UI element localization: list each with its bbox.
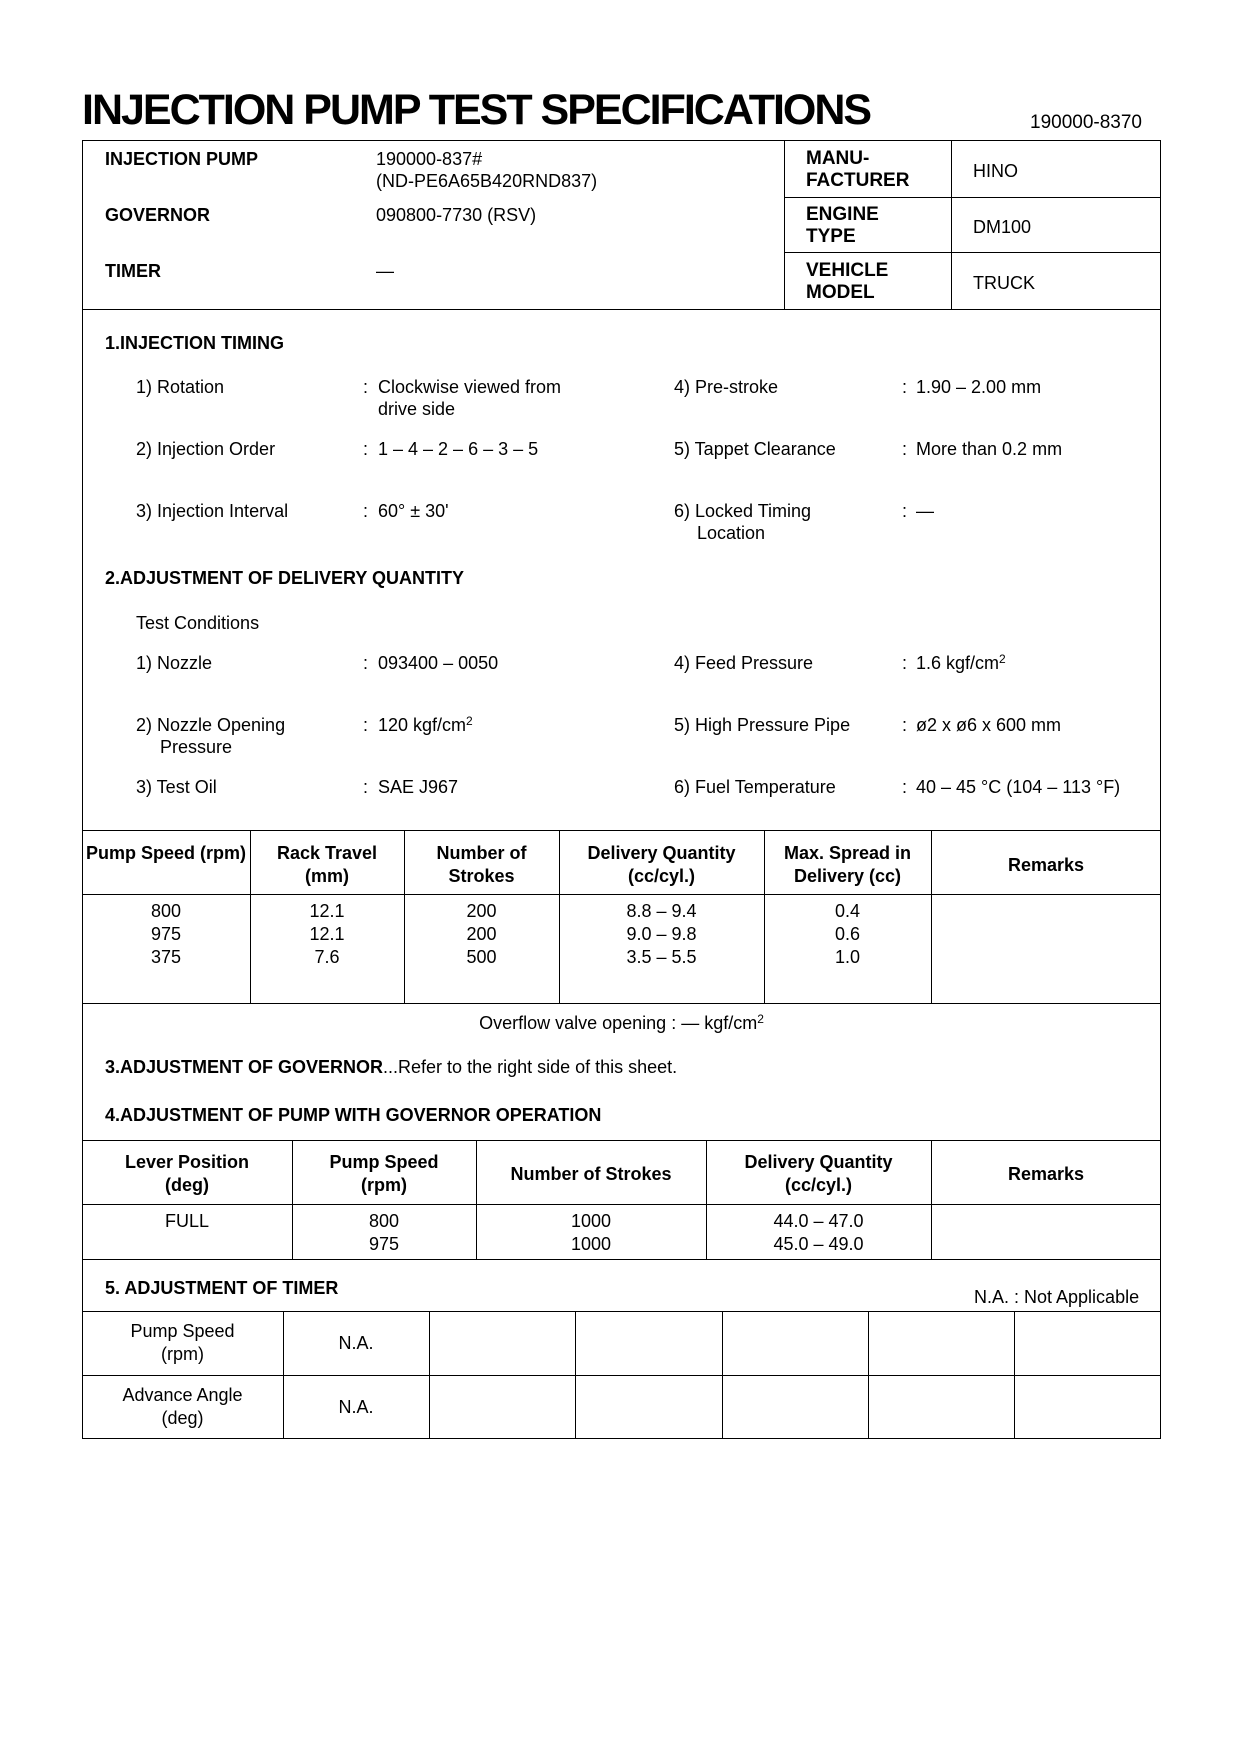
page-title: INJECTION PUMP TEST SPECIFICATIONS [82, 86, 871, 134]
column-header-lever-position: Lever Position [124, 1152, 250, 1172]
column-header-pump-speed: Pump Speed [329, 1152, 439, 1172]
table-column-divider [575, 1311, 576, 1439]
strokes-cell: 200 [466, 901, 497, 921]
lever-position-cell: FULL [164, 1211, 209, 1231]
engine-type-value: DM100 [973, 217, 1032, 237]
rotation-value: drive side [378, 399, 456, 419]
table-column-divider [429, 1311, 430, 1439]
governor-label: GOVERNOR [105, 205, 211, 225]
timer-row-label: Advance Angle [122, 1385, 243, 1405]
test-oil-label: 3) Test Oil [136, 777, 217, 797]
timer-row-value: N.A. [338, 1333, 374, 1353]
timer-table-top [82, 1311, 1161, 1312]
test-oil-value: SAE J967 [378, 777, 459, 797]
rotation-label: 1) Rotation [136, 377, 225, 397]
max-spread-cell: 1.0 [834, 947, 861, 967]
column-header-delivery-unit: (cc/cyl.) [627, 866, 696, 886]
fuel-temperature-value: 40 – 45 °C (104 – 113 °F) [916, 777, 1121, 797]
column-header-strokes: Number of Strokes [510, 1164, 672, 1184]
rack-travel-cell: 7.6 [314, 947, 340, 967]
delivery-cell: 8.8 – 9.4 [626, 901, 697, 921]
manufacturer-label: MANU- [806, 148, 870, 169]
header-divider [951, 140, 952, 310]
colon: : [363, 377, 369, 397]
nozzle-opening-pressure-label: Pressure [160, 737, 233, 757]
table-column-divider [722, 1311, 723, 1439]
colon: : [902, 501, 908, 521]
high-pressure-pipe-label: 5) High Pressure Pipe [674, 715, 851, 735]
tappet-clearance-value: More than 0.2 mm [916, 439, 1063, 459]
pump-speed-cell: 375 [150, 947, 182, 967]
injection-pump-label: INJECTION PUMP [105, 149, 259, 169]
section-heading: 4.ADJUSTMENT OF PUMP WITH GOVERNOR OPERATION [105, 1105, 602, 1125]
pump-speed-cell: 800 [150, 901, 182, 921]
column-header-rack-travel: Rack Travel [276, 843, 378, 863]
timer-row-label-unit: (rpm) [161, 1344, 204, 1364]
colon: : [363, 653, 369, 673]
column-header-max-spread: Max. Spread in [783, 843, 912, 863]
strokes-cell: 1000 [570, 1211, 612, 1231]
feed-pressure-value: 1.6 kgf/$cm^2$ [916, 652, 1006, 673]
strokes-cell: 200 [466, 924, 497, 944]
column-header-max-spread-unit: Delivery (cc) [793, 866, 902, 886]
column-header-delivery-unit: (cc/cyl.) [784, 1175, 853, 1195]
nozzle-value: 093400 – 0050 [378, 653, 499, 673]
colon: : [363, 777, 369, 797]
injection-order-value: 1 – 4 – 2 – 6 – 3 – 5 [378, 439, 539, 459]
locked-timing-value: — [916, 501, 934, 521]
column-header-remarks: Remarks [1007, 855, 1085, 875]
column-header-strokes: Number of [436, 843, 527, 863]
governor-value: 090800-7730 (RSV) [376, 205, 537, 225]
section-heading: 5. ADJUSTMENT OF TIMER [105, 1278, 339, 1298]
column-header-rack-travel-unit: (mm) [305, 866, 349, 886]
engine-type-label: ENGINE [806, 204, 879, 225]
delivery-cell: 3.5 – 5.5 [626, 947, 697, 967]
section-heading: 1.INJECTION TIMING [105, 333, 285, 353]
prestroke-label: 4) Pre-stroke [674, 377, 779, 397]
rotation-value: Clockwise viewed from [378, 377, 562, 397]
delivery-cell: 45.0 – 49.0 [773, 1234, 864, 1254]
feed-pressure-label: 4) Feed Pressure [674, 653, 814, 673]
rack-travel-cell: 12.1 [309, 924, 345, 944]
header-divider [784, 140, 785, 310]
high-pressure-pipe-value: ø2 x ø6 x 600 mm [916, 715, 1062, 735]
pump-speed-cell: 800 [368, 1211, 400, 1231]
locked-timing-label: Location [697, 523, 766, 543]
colon: : [363, 715, 369, 735]
header-divider [784, 252, 1161, 253]
table-header-divider [82, 894, 1161, 895]
test-conditions-label: Test Conditions [136, 613, 260, 633]
colon: : [902, 777, 908, 797]
manufacturer-value: HINO [973, 161, 1018, 181]
manufacturer-label: FACTURER [806, 170, 910, 191]
strokes-cell: 1000 [570, 1234, 612, 1254]
nozzle-opening-pressure-label: 2) Nozzle Opening [136, 715, 286, 735]
max-spread-cell: 0.6 [834, 924, 861, 944]
timer-value: — [376, 261, 394, 281]
table-column-divider [868, 1311, 869, 1439]
vehicle-model-value: TRUCK [973, 273, 1035, 293]
colon: : [902, 653, 908, 673]
injection-pump-model: (ND-PE6A65B420RND837) [376, 171, 598, 191]
timer-table-row-divider [82, 1375, 1161, 1376]
pump-speed-cell: 975 [150, 924, 182, 944]
column-header-delivery: Delivery Quantity [744, 1152, 893, 1172]
column-header-remarks: Remarks [1007, 1164, 1085, 1184]
colon: : [902, 439, 908, 459]
vehicle-model-label: VEHICLE [806, 260, 889, 281]
delivery-cell: 9.0 – 9.8 [626, 924, 697, 944]
rack-travel-cell: 12.1 [309, 901, 345, 921]
timer-row-label: Pump Speed [130, 1321, 235, 1341]
fuel-temperature-label: 6) Fuel Temperature [674, 777, 836, 797]
injection-order-label: 2) Injection Order [136, 439, 276, 459]
tappet-clearance-label: 5) Tappet Clearance [674, 439, 836, 459]
column-header-pump-speed: Pump Speed (rpm) [85, 843, 246, 863]
colon: : [363, 501, 369, 521]
timer-label: TIMER [105, 261, 161, 281]
vehicle-model-label: MODEL [806, 282, 875, 303]
not-applicable-note: N.A. : Not Applicable [974, 1287, 1140, 1307]
colon: : [902, 377, 908, 397]
column-header-strokes: Strokes [448, 866, 515, 886]
column-header-pump-speed-unit: (rpm) [361, 1175, 407, 1195]
column-header-lever-position-unit: (deg) [165, 1175, 209, 1195]
nozzle-opening-pressure-value: 120 kgf/$cm^2$ [378, 714, 473, 735]
injection-interval-value: 60° ± 30' [378, 501, 449, 521]
timer-row-value: N.A. [338, 1397, 374, 1417]
injection-pump-value: 190000-837# [376, 149, 483, 169]
locked-timing-label: 6) Locked Timing [674, 501, 812, 521]
column-header-delivery: Delivery Quantity [587, 843, 736, 863]
table-column-divider [1014, 1311, 1015, 1439]
table-header-divider [82, 1204, 1161, 1205]
strokes-cell: 500 [466, 947, 497, 967]
pump-speed-cell: 975 [368, 1234, 400, 1254]
header-divider [784, 197, 1161, 198]
table-column-divider [283, 1311, 284, 1439]
section-heading: 2.ADJUSTMENT OF DELIVERY QUANTITY [105, 568, 465, 588]
document-number: 190000-8370 [1030, 112, 1142, 133]
delivery-cell: 44.0 – 47.0 [773, 1211, 864, 1231]
colon: : [363, 439, 369, 459]
injection-interval-label: 3) Injection Interval [136, 501, 289, 521]
prestroke-value: 1.90 – 2.00 mm [916, 377, 1042, 397]
engine-type-label: TYPE [806, 226, 856, 247]
overflow-valve-text: Overflow valve opening : — kgf/$cm^2$ [479, 1012, 764, 1033]
colon: : [902, 715, 908, 735]
governor-adjustment: 3.ADJUSTMENT OF GOVERNOR...Refer to the right side of this sheet. [105, 1057, 678, 1077]
timer-row-label-unit: (deg) [161, 1408, 204, 1428]
table-column-divider [931, 1140, 932, 1260]
max-spread-cell: 0.4 [834, 901, 861, 921]
nozzle-label: 1) Nozzle [136, 653, 213, 673]
